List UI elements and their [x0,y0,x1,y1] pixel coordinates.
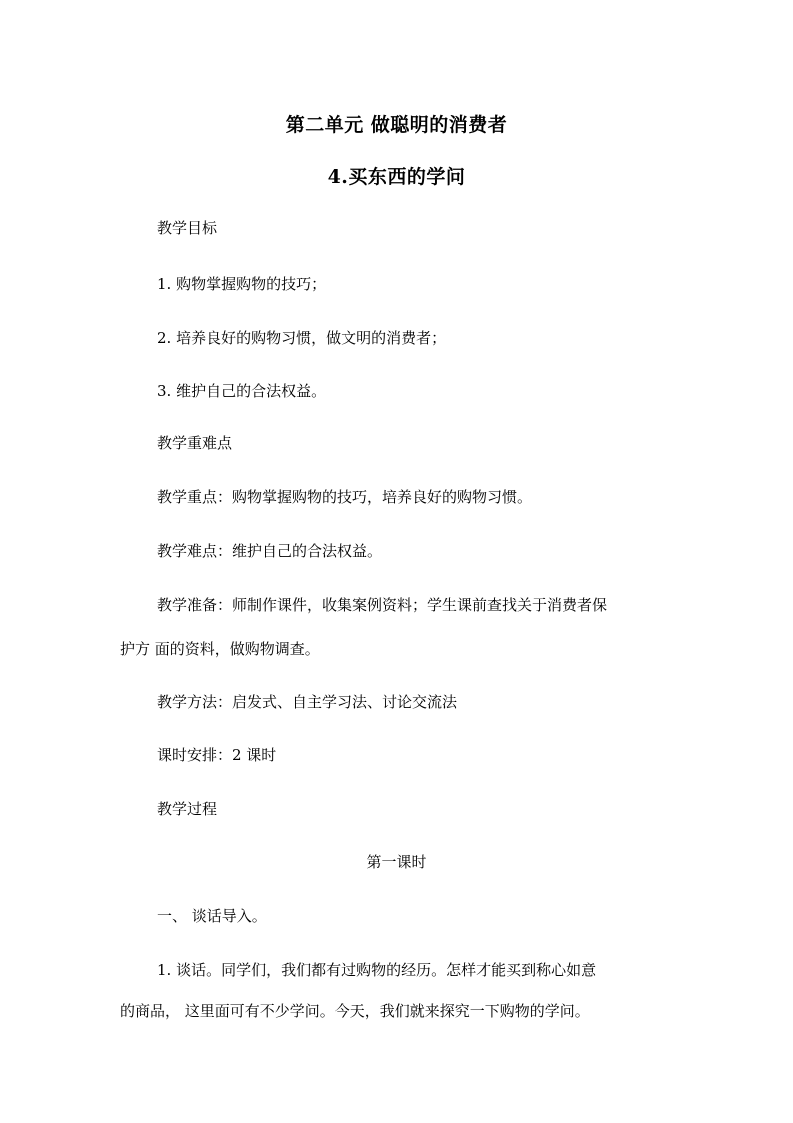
preparation-line-1: 教学准备：师制作课件，收集案例资料；学生课前查找关于消费者保 [157,596,608,614]
intro-paragraph-line-1: 1. 谈话。同学们，我们都有过购物的经历。怎样才能买到称心如意 [157,961,597,979]
first-lesson-heading: 第一课时 [366,853,427,871]
unit-title: 第二单元 做聪明的消费者 [285,114,508,136]
heading-key-difficulties: 教学重难点 [157,434,233,452]
preparation-line-2: 护方 面的资料，做购物调查。 [120,640,320,658]
objective-2: 2. 培养良好的购物习惯，做文明的消费者； [157,329,447,347]
heading-teaching-process: 教学过程 [157,800,218,818]
heading-teaching-objectives: 教学目标 [157,219,218,237]
intro-paragraph-line-2: 的商品， 这里面可有不少学问。今天，我们就来探究一下购物的学问。 [120,1002,590,1020]
section-intro: 一、 谈话导入。 [157,907,267,925]
difficult-point: 教学难点：维护自己的合法权益。 [157,542,383,560]
schedule: 课时安排：2 课时 [157,746,277,764]
objective-1: 1. 购物掌握购物的技巧； [157,275,327,293]
key-point: 教学重点：购物掌握购物的技巧，培养良好的购物习惯。 [157,488,533,506]
teaching-methods: 教学方法：启发式、自主学习法、讨论交流法 [157,693,458,711]
lesson-title: 4.买东西的学问 [327,166,466,188]
objective-3: 3. 维护自己的合法权益。 [157,382,327,400]
